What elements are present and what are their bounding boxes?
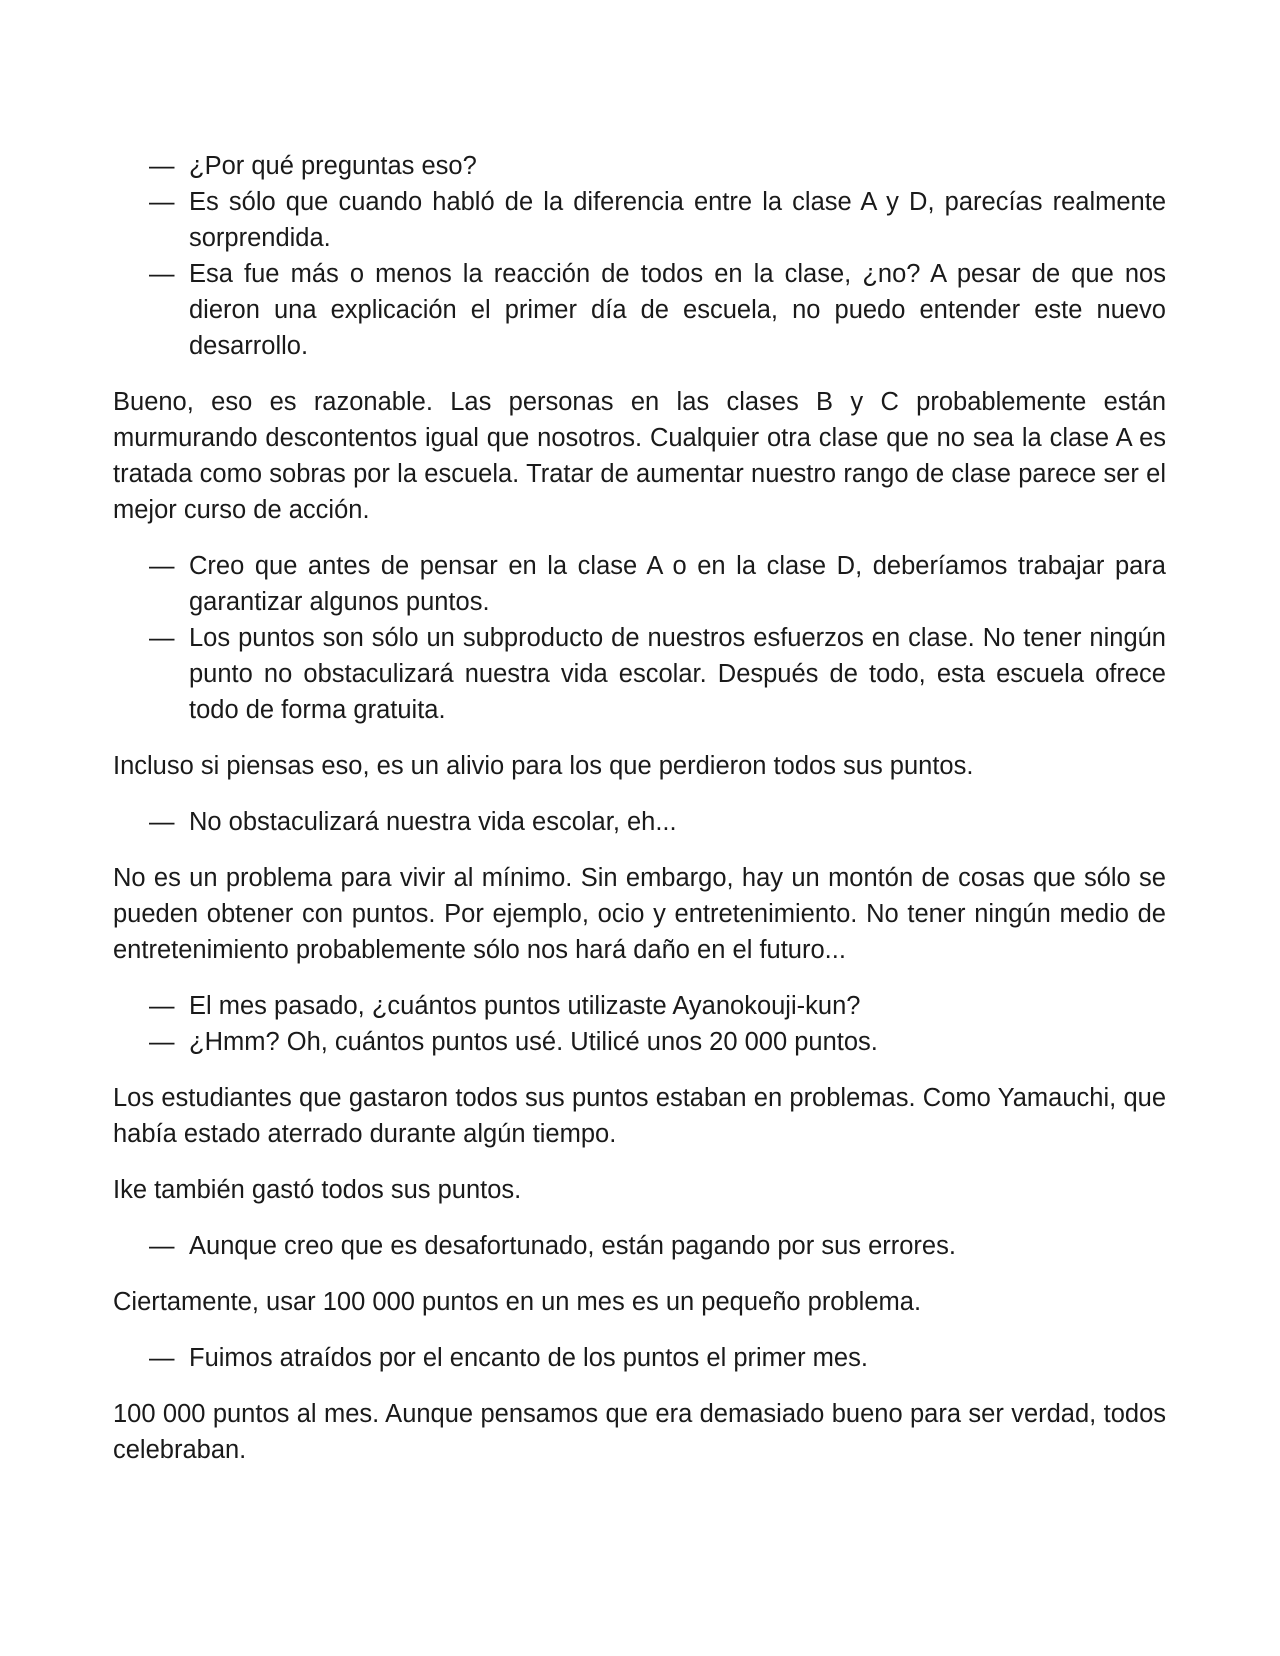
dialogue-block xyxy=(113,804,1166,840)
dialogue-block xyxy=(113,1228,1166,1264)
narration-paragraph: No es un problema para vivir al mínimo. Sin embargo, hay un montón de cosas que sólo se pueden obtener con puntos. Por ejemplo, ocio y entretenimiento. No tener ningún medio de entretenimiento probablemente sólo nos hará daño en el futuro... xyxy=(113,864,1166,964)
dialogue-line xyxy=(113,184,1166,256)
narration-paragraph: Incluso si piensas eso, es un alivio para los que perdieron todos sus puntos. xyxy=(113,752,974,780)
em-dash: — xyxy=(149,260,175,288)
em-dash: — xyxy=(149,992,175,1020)
dialogue-line xyxy=(113,256,1166,364)
dialogue-text: Aunque creo que es desafortunado, están pagando por sus errores. xyxy=(189,1232,956,1260)
narration-paragraph: 100 000 puntos al mes. Aunque pensamos que era demasiado bueno para ser verdad, todos celebraban. xyxy=(113,1400,1166,1464)
narration-paragraph: Bueno, eso es razonable. Las personas en las clases B y C probablemente están murmurando descontentos igual que nosotros. Cualquier otra clase que no sea la clase A es tratada como sobras por la escuela. Tratar de aumentar nuestro rango de clase parece ser el mejor curso de acción. xyxy=(113,388,1166,524)
em-dash: — xyxy=(149,152,175,180)
dialogue-line xyxy=(113,620,1166,728)
em-dash: — xyxy=(149,624,175,652)
dialogue-block xyxy=(113,988,1166,1060)
dialogue-line xyxy=(113,148,1166,184)
em-dash: — xyxy=(149,1028,175,1056)
em-dash: — xyxy=(149,1344,175,1372)
dialogue-text: No obstaculizará nuestra vida escolar, eh... xyxy=(189,808,677,836)
dialogue-block xyxy=(113,148,1166,364)
narration-paragraph: Los estudiantes que gastaron todos sus puntos estaban en problemas. Como Yamauchi, que había estado aterrado durante algún tiempo. xyxy=(113,1084,1166,1148)
narration-paragraph: Ike también gastó todos sus puntos. xyxy=(113,1176,522,1204)
dialogue-line xyxy=(113,548,1166,620)
dialogue-line xyxy=(113,804,1166,840)
dialogue-text: Fuimos atraídos por el encanto de los puntos el primer mes. xyxy=(189,1344,868,1372)
em-dash: — xyxy=(149,808,175,836)
document-page xyxy=(113,148,1166,1468)
dialogue-text: Esa fue más o menos la reacción de todos en la clase, ¿no? A pesar de que nos dieron una explicación el primer día de escuela, no puedo entender este nuevo desarrollo. xyxy=(189,260,1166,360)
dialogue-block xyxy=(113,1340,1166,1376)
dialogue-line xyxy=(113,1228,1166,1264)
em-dash: — xyxy=(149,1232,175,1260)
dialogue-block xyxy=(113,548,1166,728)
dialogue-text: El mes pasado, ¿cuántos puntos utilizaste Ayanokouji-kun? xyxy=(189,992,861,1020)
dialogue-text: Los puntos son sólo un subproducto de nuestros esfuerzos en clase. No tener ningún punto no obstaculizará nuestra vida escolar. Después de todo, esta escuela ofrece todo de forma gratuita. xyxy=(189,624,1166,724)
dialogue-text: ¿Hmm? Oh, cuántos puntos usé. Utilicé unos 20 000 puntos. xyxy=(189,1028,878,1056)
dialogue-text: Creo que antes de pensar en la clase A o en la clase D, deberíamos trabajar para garantizar algunos puntos. xyxy=(189,552,1166,616)
em-dash: — xyxy=(149,188,175,216)
em-dash: — xyxy=(149,552,175,580)
dialogue-text: Es sólo que cuando habló de la diferencia entre la clase A y D, parecías realmente sorprendida. xyxy=(189,188,1166,252)
dialogue-line xyxy=(113,1024,1166,1060)
dialogue-line xyxy=(113,988,1166,1024)
narration-paragraph: Ciertamente, usar 100 000 puntos en un mes es un pequeño problema. xyxy=(113,1288,922,1316)
dialogue-line xyxy=(113,1340,1166,1376)
dialogue-text: ¿Por qué preguntas eso? xyxy=(189,152,477,180)
